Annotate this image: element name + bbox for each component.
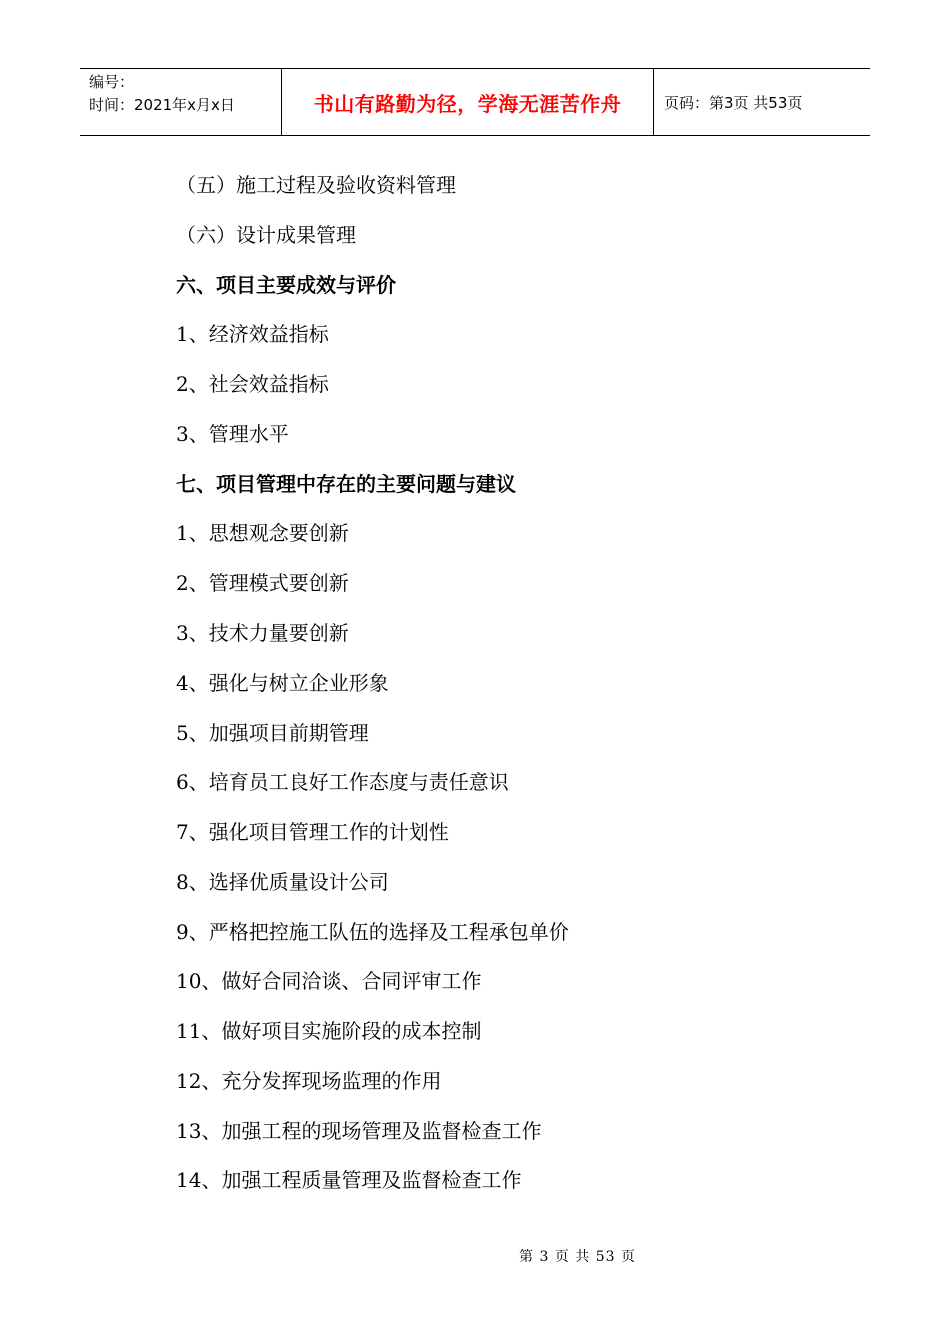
header-slogan: 书山有路勤为径，学海无涯苦作舟 bbox=[281, 69, 654, 135]
list-item: 2、社会效益指标 bbox=[176, 372, 329, 396]
header-meta bbox=[80, 69, 281, 135]
list-item: 3、技术力量要创新 bbox=[176, 621, 349, 645]
list-item: 8、选择优质量设计公司 bbox=[176, 870, 389, 894]
page-footer: 第 3 页 共 53 页 bbox=[519, 1249, 636, 1265]
section-heading-6: （六）设计成果管理 bbox=[176, 223, 356, 247]
list-item: 10、做好合同洽谈、合同评审工作 bbox=[176, 969, 482, 993]
list-item: 4、强化与树立企业形象 bbox=[176, 671, 389, 695]
page-header bbox=[80, 68, 870, 136]
list-item: 1、经济效益指标 bbox=[176, 322, 329, 346]
list-item: 3、管理水平 bbox=[176, 422, 289, 446]
document-number-label: 编号： bbox=[89, 73, 135, 91]
list-item: 2、管理模式要创新 bbox=[176, 571, 349, 595]
list-item: 12、充分发挥现场监理的作用 bbox=[176, 1069, 442, 1093]
list-item: 7、强化项目管理工作的计划性 bbox=[176, 820, 449, 844]
header-page-info: 页码：第3页 共53页 bbox=[664, 93, 803, 112]
chapter-heading-7: 七、项目管理中存在的主要问题与建议 bbox=[176, 472, 516, 496]
list-item: 13、加强工程的现场管理及监督检查工作 bbox=[176, 1119, 542, 1143]
list-item: 9、严格把控施工队伍的选择及工程承包单价 bbox=[176, 920, 569, 944]
chapter-heading-6: 六、项目主要成效与评价 bbox=[176, 273, 396, 297]
list-item: 1、思想观念要创新 bbox=[176, 521, 349, 545]
section-heading-5: （五）施工过程及验收资料管理 bbox=[176, 173, 456, 197]
list-item: 14、加强工程质量管理及监督检查工作 bbox=[176, 1168, 522, 1192]
document-date: 时间：2021年x月x日 bbox=[89, 96, 235, 114]
list-item: 6、培育员工良好工作态度与责任意识 bbox=[176, 770, 509, 794]
list-item: 11、做好项目实施阶段的成本控制 bbox=[176, 1019, 482, 1043]
list-item: 5、加强项目前期管理 bbox=[176, 721, 369, 745]
